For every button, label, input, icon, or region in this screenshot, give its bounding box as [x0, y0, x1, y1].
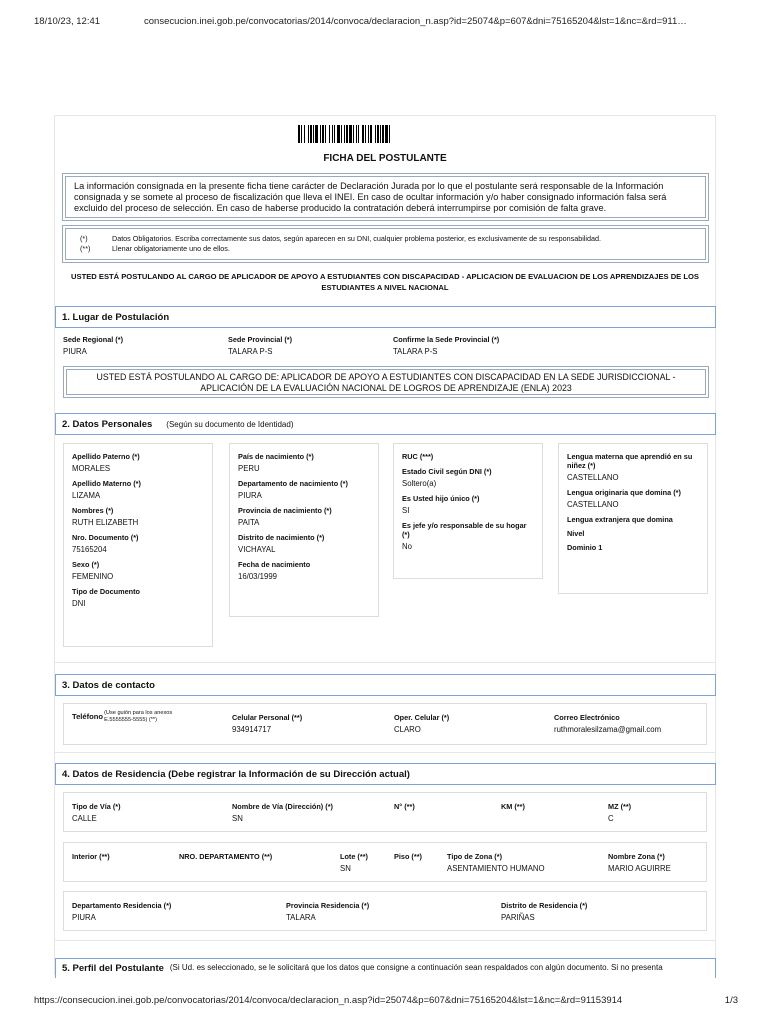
field-label: Nro. Documento (*): [72, 533, 139, 542]
field-label: MZ (**): [608, 802, 632, 811]
section-title: 3. Datos de contacto: [62, 679, 155, 691]
field-value: PERU: [238, 464, 260, 473]
note-row: [80, 234, 691, 244]
section-note: (Si Ud. es seleccionado, se le solicitará que los datos que consigne a continuación sean respaldados con algún documento. Si no presenta: [169, 963, 663, 972]
field-nro-departamento: [179, 852, 272, 864]
field-label: Celular Personal (**): [232, 713, 303, 722]
section-title: 2. Datos Personales: [62, 418, 153, 430]
field-value: ASENTAMIENTO HUMANO: [447, 864, 545, 873]
field-telefono: [72, 710, 190, 723]
field-item: [238, 533, 370, 555]
field-value: CASTELLANO: [567, 473, 619, 482]
field-label: RUC (***): [402, 452, 434, 461]
contact-card: [63, 703, 707, 745]
field-label: Fecha de nacimiento: [238, 560, 311, 569]
section-title: 5. Perfil del Postulante: [62, 963, 164, 974]
field-label: Distrito de Residencia (*): [501, 901, 588, 910]
field-item: [238, 506, 370, 528]
section-title: 1. Lugar de Postulación: [62, 311, 170, 323]
field-value: TALARA: [286, 913, 316, 922]
residence-card-1: [63, 792, 707, 832]
field-value: PIURA: [72, 913, 96, 922]
field-label: Nombres (*): [72, 506, 114, 515]
field-label: Es jefe y/o responsable de su hogar (*): [402, 521, 527, 539]
section-perfil-header: [55, 958, 716, 978]
field-label: Estado Civil según DNI (*): [402, 467, 492, 476]
field-value: ruthmoralesilzama@gmail.com: [554, 725, 662, 734]
field-sede-regional: [63, 335, 223, 357]
field-label: N° (**): [394, 802, 415, 811]
field-label: Interior (**): [72, 852, 110, 861]
field-label: Sede Provincial (*): [228, 335, 293, 344]
field-mz: [608, 802, 631, 824]
field-interior: [72, 852, 110, 864]
field-label: Apellido Materno (*): [72, 479, 141, 488]
print-url: consecucion.inei.gob.pe/convocatorias/2014/convoca/declaracion_n.asp?id=25074&p=607&dni=75165204&lst=1&nc=&rd=911…: [144, 16, 687, 27]
section-title: 4. Datos de Residencia (Debe registrar la Información de su Dirección actual): [62, 768, 410, 780]
field-item: [567, 488, 699, 510]
field-value: MARIO AGUIRRE: [608, 864, 671, 873]
note-text: Datos Obligatorios. Escriba correctamente sus datos, según aparecen en su DNI, cualquier problema posterior, es exclusivamente de su responsabilidad.: [112, 234, 602, 243]
field-value: CALLE: [72, 814, 97, 823]
field-value: SN: [232, 814, 243, 823]
residence-card-2: [63, 842, 707, 882]
field-item: [238, 479, 370, 501]
field-item: [72, 452, 204, 474]
field-item: [567, 543, 699, 552]
field-label: Sexo (*): [72, 560, 100, 569]
field-item: [238, 560, 370, 582]
field-numero: [394, 802, 415, 814]
field-item: [72, 533, 204, 555]
field-label: Distrito de nacimiento (*): [238, 533, 325, 542]
declaration-text: La información consignada en la presente ficha tiene carácter de Declaración Jurada por lo que el postulante será responsable de la Información consignada y se somete al proceso de fiscalización que lleva el INEI. En caso de ocultar información y/o haber consignado información falsa será excluido del proceso de selección. En caso de haberse producido la contratación deberá interrumpirse por comisión de falta grave.: [65, 176, 706, 218]
barcode-bar: [390, 125, 392, 143]
field-item: [567, 452, 699, 483]
field-value: TALARA P-S: [393, 347, 438, 356]
print-datetime: 18/10/23, 12:41: [34, 16, 101, 27]
barcode-image: [298, 125, 472, 143]
field-label: Departamento de nacimiento (*): [238, 479, 348, 488]
field-correo: [554, 713, 661, 735]
field-label: Oper. Celular (*): [394, 713, 450, 722]
field-label: Es Usted hijo único (*): [402, 494, 480, 503]
field-value: Soltero(a): [402, 479, 437, 488]
field-value: MORALES: [72, 464, 111, 473]
field-item: [402, 521, 534, 552]
field-label: KM (**): [501, 802, 525, 811]
field-value: C: [608, 814, 614, 823]
field-value: SI: [402, 506, 410, 515]
field-label: Provincia de nacimiento (*): [238, 506, 332, 515]
print-footer: [34, 995, 738, 1006]
field-label: Lengua originaria que domina (*): [567, 488, 681, 497]
field-label: Apellido Paterno (*): [72, 452, 140, 461]
divider: [55, 752, 716, 753]
section-note: (Según su documento de Identidad): [166, 419, 294, 429]
section-residencia-header: [55, 763, 716, 785]
field-km: [501, 802, 525, 814]
field-value: FEMENINO: [72, 572, 114, 581]
field-tipo-via: [72, 802, 121, 824]
field-value: LIZAMA: [72, 491, 101, 500]
field-label: Departamento Residencia (*): [72, 901, 172, 910]
field-item: [402, 494, 534, 516]
field-label: Correo Electrónico: [554, 713, 620, 722]
field-value: RUTH ELIZABETH: [72, 518, 139, 527]
field-label: Nivel: [567, 529, 585, 538]
field-label: Provincia Residencia (*): [286, 901, 370, 910]
section-contacto-header: [55, 674, 716, 696]
field-label: Sede Regional (*): [63, 335, 124, 344]
field-value: CLARO: [394, 725, 421, 734]
field-item: [567, 515, 699, 524]
field-value: PAITA: [238, 518, 260, 527]
field-label: Confirme la Sede Provincial (*): [393, 335, 500, 344]
field-sede-provincial: [228, 335, 388, 357]
field-departamento-residencia: [72, 901, 171, 923]
field-label: País de nacimiento (*): [238, 452, 314, 461]
field-label: Lote (**): [340, 852, 368, 861]
field-provincia-residencia: [286, 901, 369, 923]
section-lugar-header: [55, 306, 716, 328]
field-label: Lengua extranjera que domina: [567, 515, 673, 524]
field-value: VICHAYAL: [238, 545, 276, 554]
residence-card-3: [63, 891, 707, 931]
field-value: TALARA P-S: [228, 347, 273, 356]
field-item: [72, 506, 204, 528]
field-label: Nombre de Vía (Dirección) (*): [232, 802, 333, 811]
field-value: PARIÑAS: [501, 913, 535, 922]
divider: [55, 940, 716, 941]
field-nombre-zona: [608, 852, 671, 874]
field-nombre-via: [232, 802, 333, 824]
field-operador: [394, 713, 449, 735]
cargo-banner: [63, 366, 709, 398]
print-url-bottom: https://consecucion.inei.gob.pe/convocatorias/2014/convoca/declaracion_n.asp?id=25074&p=607&dni=75165204&lst=1&nc=&rd=91153914: [34, 995, 623, 1006]
field-lote: [340, 852, 368, 874]
field-label: Nombre Zona (*): [608, 852, 665, 861]
field-value: PIURA: [238, 491, 262, 500]
field-item: [402, 467, 534, 489]
field-item: [238, 452, 370, 474]
personal-card-4: [558, 443, 708, 594]
field-label: NRO. DEPARTAMENTO (**): [179, 852, 273, 861]
field-value: 16/03/1999: [238, 572, 278, 581]
print-header: [34, 16, 738, 27]
field-label: Lengua materna que aprendió en su niñez (*): [567, 452, 693, 470]
personal-card-1: [63, 443, 213, 647]
field-value: DNI: [72, 599, 86, 608]
section-datos-personales-header: [55, 413, 716, 435]
divider: [55, 662, 716, 663]
field-item: [567, 529, 699, 538]
field-item: [72, 587, 204, 609]
field-celular: [232, 713, 302, 735]
field-item: [72, 560, 204, 582]
field-label: Piso (**): [394, 852, 422, 861]
personal-card-2: [229, 443, 379, 617]
field-value: SN: [340, 864, 351, 873]
page-title: FICHA DEL POSTULANTE: [323, 153, 447, 164]
field-distrito-residencia: [501, 901, 587, 923]
ficha-page: [54, 115, 716, 975]
cargo-heading: USTED ESTÁ POSTULANDO AL CARGO DE APLICADOR DE APOYO A ESTUDIANTES CON DISCAPACIDAD - APLICACION DE EVALUACION DE LOS APRENDIZAJES DE LOS ESTUDIANTES A NIVEL NACIONAL: [71, 272, 699, 292]
field-label: Dominio 1: [567, 543, 603, 552]
note-row: [80, 244, 691, 254]
field-label: Tipo de Documento: [72, 587, 140, 596]
field-value: 75165204: [72, 545, 107, 554]
note-mark: (**): [80, 244, 91, 253]
field-value: 934914717: [232, 725, 272, 734]
print-page-number: 1/3: [724, 995, 738, 1006]
field-label: Tipo de Vía (*): [72, 802, 121, 811]
personal-card-3: [393, 443, 543, 579]
notes-box: [62, 225, 709, 263]
field-item: [402, 452, 534, 461]
field-hint: (Use guión para los anexos E.5555555-5555) (**): [104, 710, 173, 723]
note-text: Llenar obligatoriamente uno de ellos.: [112, 244, 230, 253]
field-tipo-zona: [447, 852, 545, 874]
note-mark: (*): [80, 234, 88, 243]
field-piso: [394, 852, 422, 864]
banner-text: USTED ESTÁ POSTULANDO AL CARGO DE: APLICADOR DE APOYO A ESTUDIANTES CON DISCAPACIDAD EN LA SEDE JURISDICCIONAL - APLICACIÓN DE LA EVALUACIÓN NACIONAL DE LOGROS DE APRENDIZAJE (ENLA) 2023: [66, 369, 706, 395]
declaration-box: [62, 173, 709, 221]
field-confirme-sede: [393, 335, 593, 357]
field-item: [72, 479, 204, 501]
field-value: CASTELLANO: [567, 500, 619, 509]
field-value: No: [402, 542, 412, 551]
field-label: Teléfono: [72, 712, 104, 721]
field-value: PIURA: [63, 347, 87, 356]
field-label: Tipo de Zona (*): [447, 852, 502, 861]
